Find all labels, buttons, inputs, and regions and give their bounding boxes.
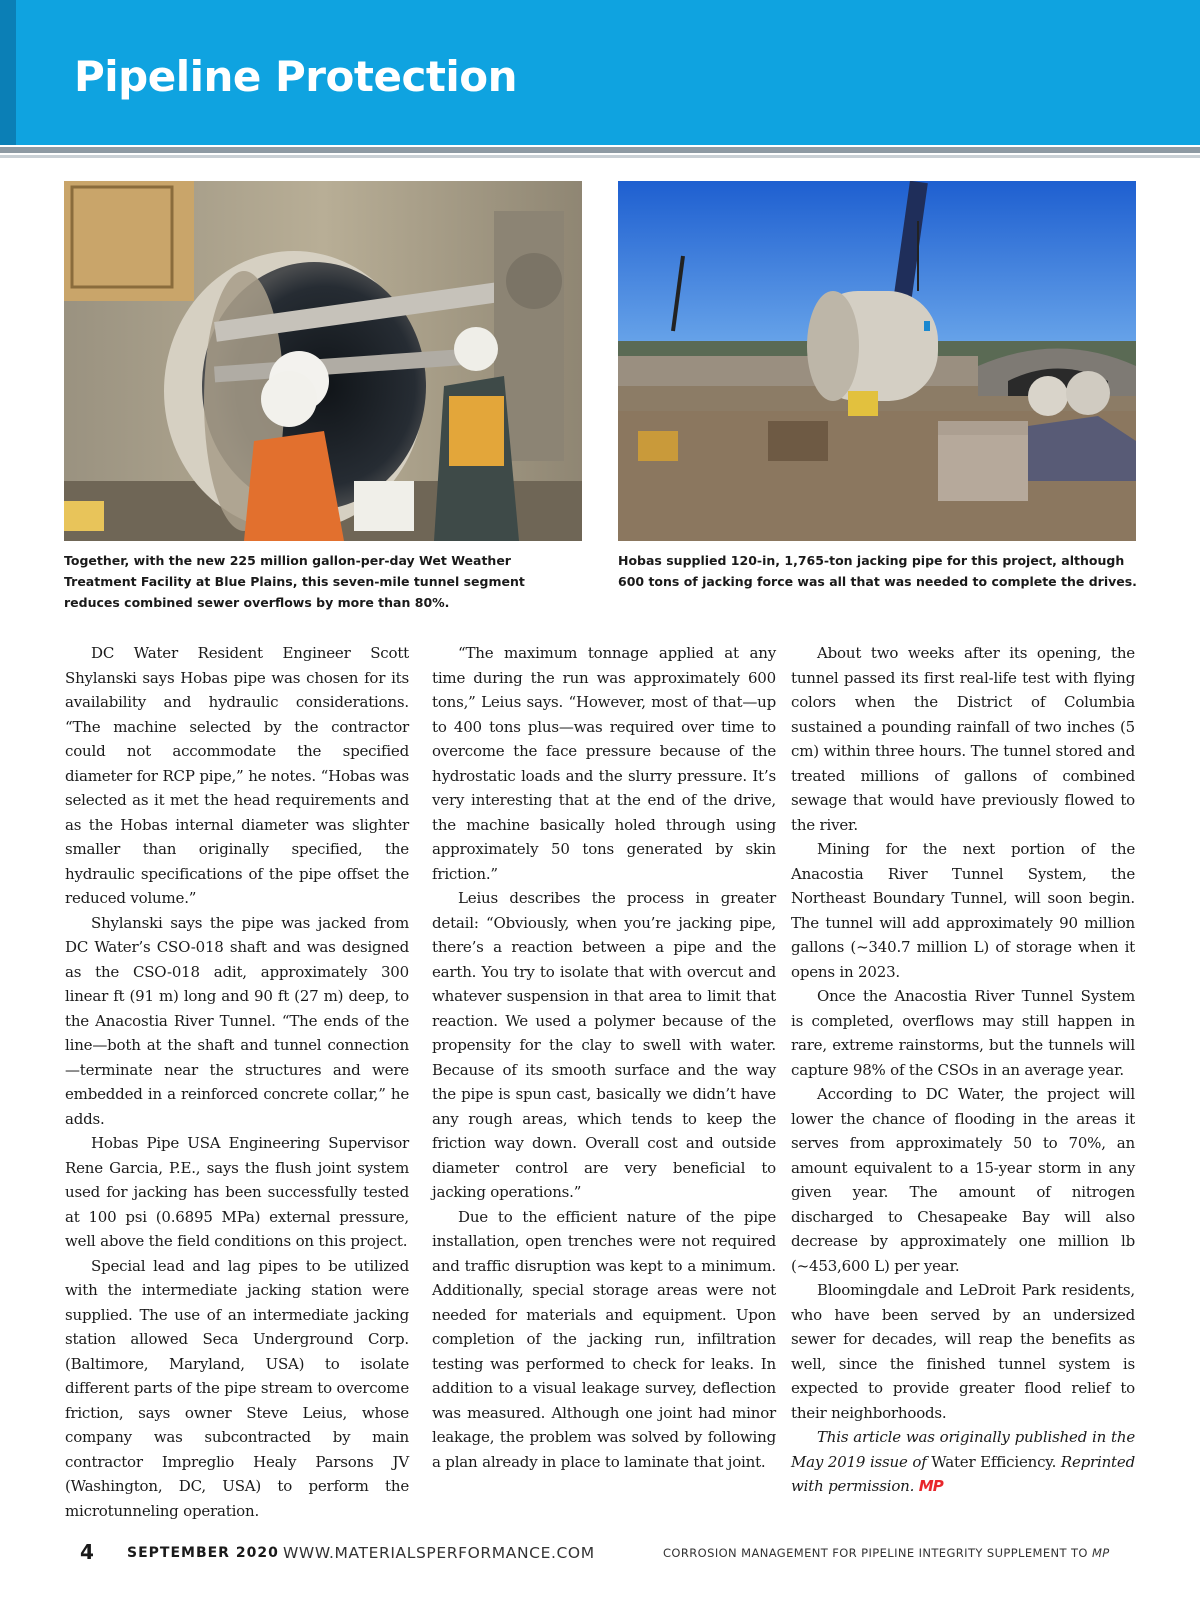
publication-name: Water Efficiency. — [931, 1452, 1057, 1471]
page-footer — [0, 1540, 1200, 1564]
article-column-1 — [65, 641, 409, 1523]
mp-logo: MP — [918, 1477, 943, 1495]
paragraph: Leius describes the process in greater detail: “Obviously, when you’re jacking pipe, there’s a reaction between a pipe and the earth. You try to isolate that with overcut and whatever suspension in that area to limit that reaction. We used a polymer because of the propensity for the clay to swell with water. Because of its smooth surface and the way the pipe is spun cast, basically we didn’t have any rough areas, which tends to keep the friction way down. Overall cost and outside diameter control are very beneficial to jacking operations.” — [432, 889, 776, 1201]
paragraph: Bloomingdale and LeDroit Park residents, who have been served by an undersized sewer for decades, will reap the benefits as well, since the finished tunnel system is expected to provide greater flood relief to their neighborhoods. — [791, 1281, 1135, 1422]
header-accent-strip — [0, 0, 16, 145]
photo-tunnel-jacking — [64, 181, 582, 541]
photo-caption-2: Hobas supplied 120-in, 1,765-ton jacking pipe for this project, although 600 tons of jacking force was all that was needed to complete the drives. — [618, 553, 1137, 589]
section-title: Pipeline Protection — [74, 52, 518, 101]
paragraph: “The maximum tonnage applied at any time during the run was approximately 600 tons,” Leius says. “However, most of that—up to 400 tons plus—was required over time to overcome the face pressure because of the hydrostatic loads and the slurry pressure. It’s very interesting that at the end of the drive, the machine basically holed through using approximately 50 tons generated by skin friction.” — [432, 644, 776, 883]
paragraph: Hobas Pipe USA Engineering Supervisor Rene Garcia, P.E., says the flush joint system used for jacking has been successfully tested at 100 psi (0.6895 MPa) external pressure, well above the field conditions on this project. — [65, 1134, 409, 1250]
paragraph: Mining for the next portion of the Anacostia River Tunnel System, the Northeast Boundary Tunnel, will soon begin. The tunnel will add approximately 90 million gallons (~340.7 million L) of storage when it opens in 2023. — [791, 840, 1135, 981]
photo-crane-pipe — [618, 181, 1136, 541]
paragraph: Special lead and lag pipes to be utilized with the intermediate jacking station were supplied. The use of an intermediate jacking station allowed Seca Underground Corp. (Baltimore, Maryland, USA) to isolate different parts of the pipe stream to overcome friction, says owner Steve Leius, whose company was subcontracted by main contractor Impreglio Healy Parsons JV (Washington, DC, USA) to perform the microtunneling operation. — [65, 1256, 409, 1520]
reprint-permission: Reprinted with permission. — [791, 1452, 1135, 1495]
paragraph: According to DC Water, the project will lower the chance of flooding in the areas it serves from approximately 50 to 70%, an amount equivalent to a 15-year storm in any given year. The amount of nitrogen discharged to Chesapeake Bay will also decrease by approximately one million lb (~453,600 L) per year. — [791, 1085, 1135, 1275]
paragraph: About two weeks after its opening, the tunnel passed its first real-life test with flying colors when the District of Columbia sustained a pounding rainfall of two inches (5 cm) within three hours. The tunnel stored and treated millions of gallons of combined sewage that would have previously flowed to the river. — [791, 644, 1135, 834]
section-header — [0, 0, 1200, 145]
paragraph: Due to the efficient nature of the pipe installation, open trenches were not required and traffic disruption was kept to a minimum. Additionally, special storage areas were not needed for materials and equipment. Upon completion of the jacking run, infiltration testing was performed to check for leaks. In addition to a visual leakage survey, deflection was measured. Although one joint had minor leakage, the problem was solved by following a plan already in place to laminate that joint. — [432, 1207, 776, 1471]
article-column-2 — [432, 641, 776, 1474]
page-number: 4 — [80, 1540, 94, 1564]
header-rule — [0, 147, 1200, 153]
website-url: WWW.MATERIALSPERFORMANCE.COM — [283, 1544, 595, 1562]
paragraph: Shylanski says the pipe was jacked from DC Water’s CSO-018 shaft and was designed as the CSO-018 adit, approximately 300 linear ft (91 m) long and 90 ft (27 m) deep, to the Anacostia River Tunnel. “The ends of the line—both at the shaft and tunnel connection—terminate near the structures and were embedded in a reinforced concrete collar,” he adds. — [65, 913, 409, 1128]
reprint-note — [791, 1425, 1135, 1499]
supplement-label — [663, 1546, 1110, 1560]
issue-date: SEPTEMBER 2020 — [127, 1545, 279, 1561]
header-rule-thin — [0, 155, 1200, 158]
paragraph: DC Water Resident Engineer Scott Shylanski says Hobas pipe was chosen for its availability and hydraulic considerations. “The machine selected by the contractor could not accommodate the specified diameter for RCP pipe,” he notes. “Hobas was selected as it met the head requirements and as the Hobas internal diameter was slighter smaller than originally specified, the hydraulic specifications of the pipe offset the reduced volume.” — [65, 644, 409, 907]
reprint-note-text: This article was originally published in the May 2019 issue of — [791, 1428, 1135, 1471]
supplement-mag: MP — [1091, 1546, 1110, 1560]
photo-caption-1: Together, with the new 225 million gallon-per-day Wet Weather Treatment Facility at Blue Plains, this seven-mile tunnel segment reduces combined sewer overflows by more than 80%. — [64, 553, 525, 610]
article-column-3 — [791, 641, 1135, 1499]
paragraph: Once the Anacostia River Tunnel System is completed, overflows may still happen in rare, extreme rainstorms, but the tunnels will capture 98% of the CSOs in an average year. — [791, 987, 1135, 1079]
supplement-text: CORROSION MANAGEMENT FOR PIPELINE INTEGRITY SUPPLEMENT TO — [663, 1546, 1092, 1560]
